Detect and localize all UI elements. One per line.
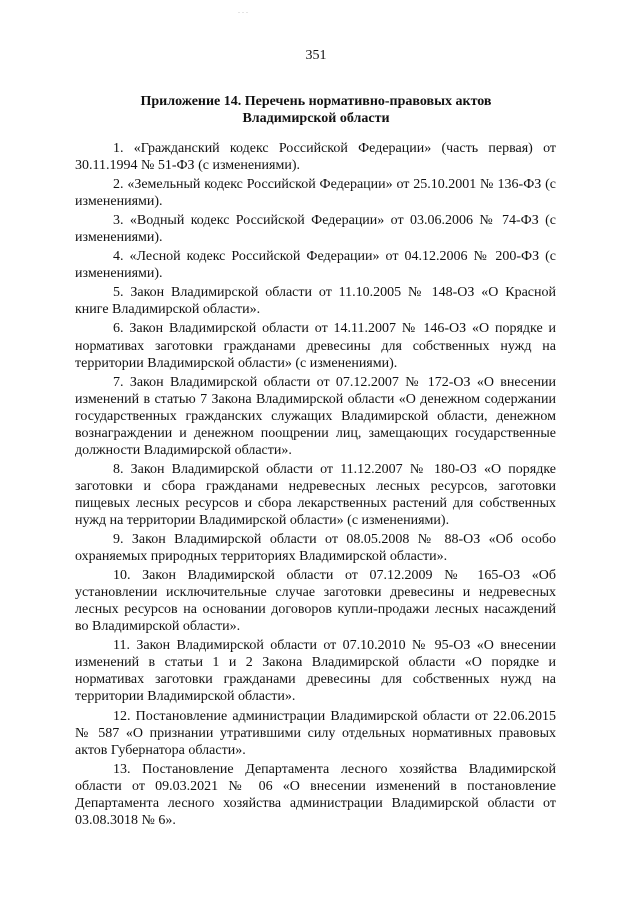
list-item: 4. «Лесной кодекс Российской Федерации» от 04.12.2006 № 200-ФЗ (с изменениями). <box>75 249 556 282</box>
title-line-2: Владимирской области <box>242 111 390 126</box>
document-title <box>110 93 522 127</box>
list-item: 2. «Земельный кодекс Российской Федерации» от 25.10.2001 № 136-ФЗ (с изменениями). <box>75 177 556 210</box>
scan-artifact: . . . <box>238 6 248 15</box>
title-line-1: Приложение 14. Перечень нормативно-правовых актов <box>140 94 492 109</box>
list-item: 7. Закон Владимирской области от 07.12.2007 № 172-ОЗ «О внесении изменений в статью 7 Закона Владимирской области «О денежном содержании государственных гражданских служащих Владимирской области, денежном вознаграждении и денежном поощрении лиц, замещающих государственные должности Владимирской области». <box>75 374 556 458</box>
list-item: 9. Закон Владимирской области от 08.05.2008 № 88-ОЗ «Об особо охраняемых природных территориях Владимирской области». <box>75 532 556 565</box>
legal-acts-list <box>75 140 556 831</box>
page-number: 351 <box>305 48 327 63</box>
list-item: 11. Закон Владимирской области от 07.10.2010 № 95-ОЗ «О внесении изменений в статьи 1 и 2 Закона Владимирской области «О порядке и нормативах заготовки гражданами древесины для собственных нужд на территории Владимирской области». <box>75 638 556 705</box>
list-item: 6. Закон Владимирской области от 14.11.2007 № 146-ОЗ «О порядке и нормативах заготовки гражданами древесины для собственных нужд на территории Владимирской области» (с изменениями). <box>75 321 556 371</box>
list-item: 8. Закон Владимирской области от 11.12.2007 № 180-ОЗ «О порядке заготовки и сбора гражданами недревесных лесных ресурсов, заготовки пищевых лесных ресурсов и сбора лекарственных растений для собственных нужд на территории Владимирской области» (с изменениями). <box>75 461 556 528</box>
list-item: 13. Постановление Департамента лесного хозяйства Владимирской области от 09.03.2021 № 06 «О внесении изменений в постановление Департамента лесного хозяйства администрации Владимирской области от 03.08.3018 № 6». <box>75 761 556 828</box>
list-item: 5. Закон Владимирской области от 11.10.2005 № 148-ОЗ «О Красной книге Владимирской области». <box>75 285 556 318</box>
list-item: 10. Закон Владимирской области от 07.12.2009 № 165-ОЗ «Об установлении исключительные случае заготовки древесины и недревесных лесных ресурсов на основании договоров купли-продажи лесных насаждений во Владимирской области». <box>75 568 556 635</box>
list-item: 3. «Водный кодекс Российской Федерации» от 03.06.2006 № 74-ФЗ (с изменениями). <box>75 213 556 246</box>
list-item: 1. «Гражданский кодекс Российской Федерации» (часть первая) от 30.11.1994 № 51-ФЗ (с изменениями). <box>75 141 556 174</box>
list-item: 12. Постановление администрации Владимирской области от 22.06.2015 № 587 «О признании утратившими силу отдельных нормативных правовых актов Губернатора области». <box>75 708 556 758</box>
